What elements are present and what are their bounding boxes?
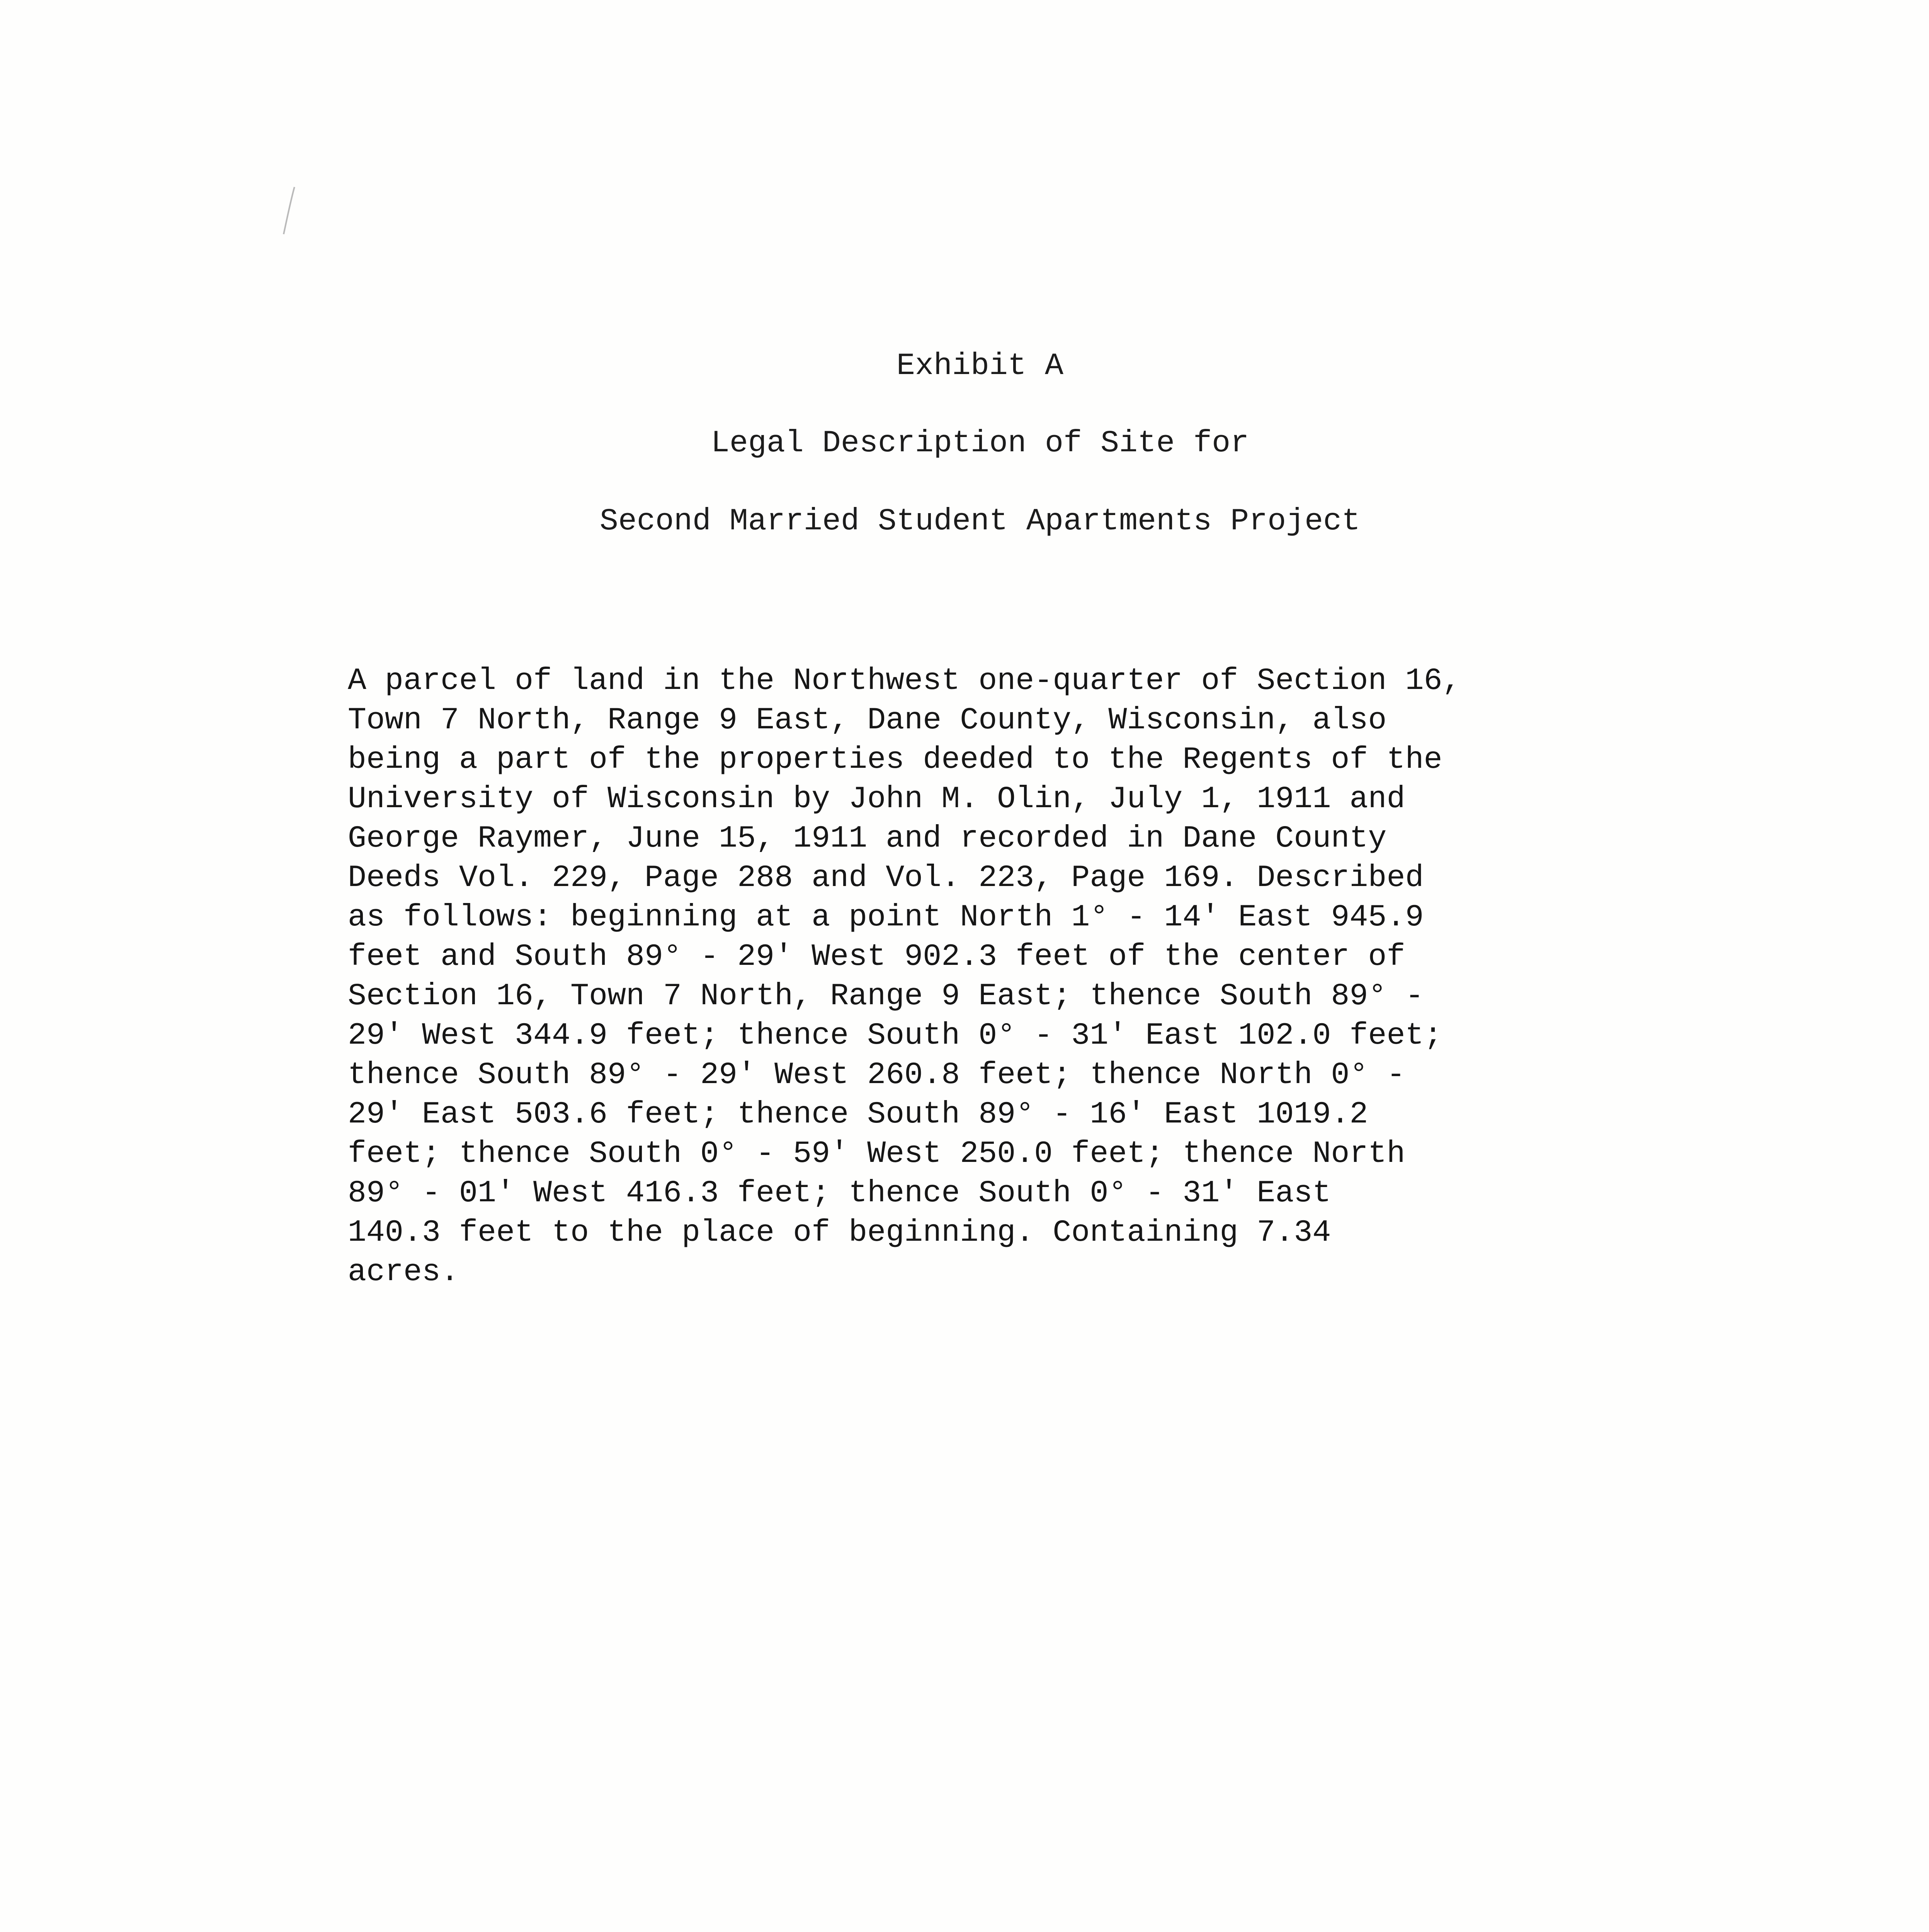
legal-description-line: Section 16, Town 7 North, Range 9 East; thence South 89° - bbox=[348, 979, 1424, 1014]
legal-description-line: feet and South 89° - 29' West 902.3 feet of the center of bbox=[348, 939, 1405, 975]
legal-description-line: Town 7 North, Range 9 East, Dane County, Wisconsin, also bbox=[348, 703, 1387, 738]
legal-description-line: A parcel of land in the Northwest one-quarter of Section 16, bbox=[348, 663, 1461, 699]
legal-description-line: being a part of the properties deeded to the Regents of the bbox=[348, 742, 1442, 777]
exhibit-subtitle: Legal Description of Site for bbox=[711, 426, 1249, 461]
legal-description-line: 89° - 01' West 416.3 feet; thence South 0° - 31' East bbox=[348, 1176, 1331, 1211]
legal-description-line: University of Wisconsin by John M. Olin, July 1, 1911 and bbox=[348, 782, 1405, 817]
legal-description-line: as follows: beginning at a point North 1° - 14' East 945.9 bbox=[348, 900, 1424, 935]
stray-pen-mark bbox=[281, 185, 297, 236]
legal-description-line: feet; thence South 0° - 59' West 250.0 feet; thence North bbox=[348, 1136, 1405, 1172]
project-title: Second Married Student Apartments Project bbox=[599, 504, 1361, 539]
legal-description-line: 29' West 344.9 feet; thence South 0° - 31' East 102.0 feet; bbox=[348, 1018, 1442, 1053]
legal-description-line: 29' East 503.6 feet; thence South 89° - 16' East 1019.2 bbox=[348, 1097, 1368, 1132]
legal-description-line: thence South 89° - 29' West 260.8 feet; thence North 0° - bbox=[348, 1058, 1405, 1093]
legal-description-line: 140.3 feet to the place of beginning. Containing 7.34 bbox=[348, 1215, 1331, 1250]
legal-description-line: George Raymer, June 15, 1911 and recorded in Dane County bbox=[348, 821, 1387, 856]
legal-description-line: acres. bbox=[348, 1255, 459, 1290]
legal-description-line: Deeds Vol. 229, Page 288 and Vol. 223, Page 169. Described bbox=[348, 861, 1424, 896]
legal-description bbox=[348, 662, 1546, 1292]
exhibit-title: Exhibit A bbox=[896, 349, 1064, 384]
